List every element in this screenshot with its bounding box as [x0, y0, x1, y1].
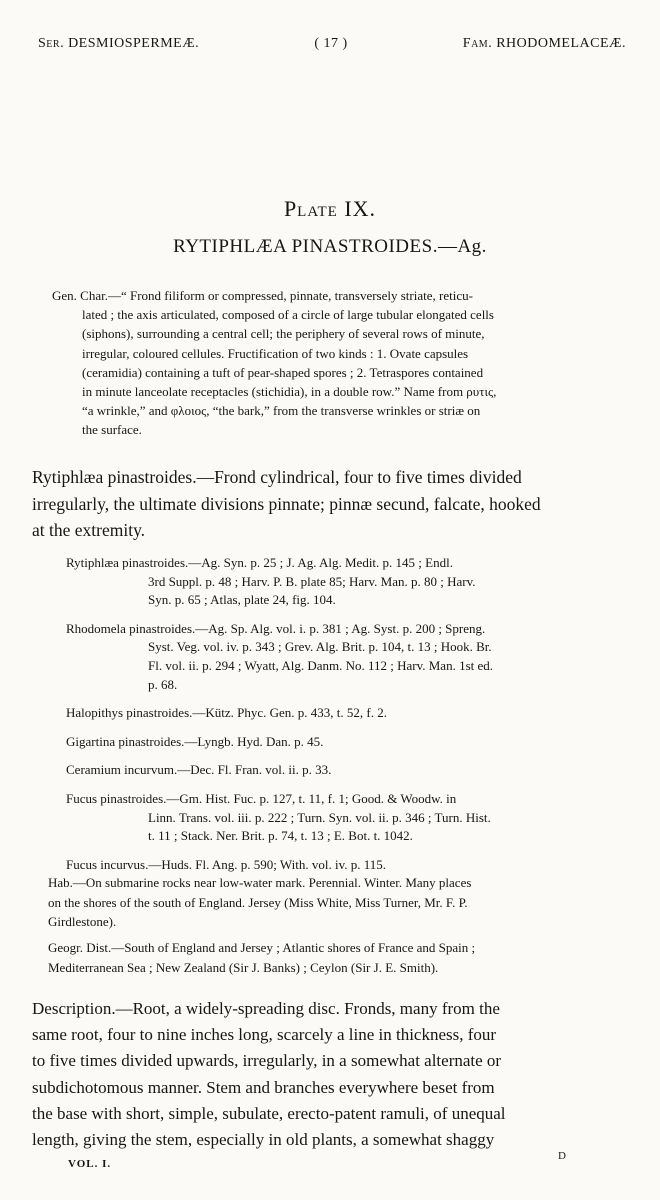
generic-character: [52, 286, 620, 440]
species-title: RYTIPHLÆA PINASTROIDES.—Ag.: [173, 236, 487, 257]
synonym-entry: [66, 620, 638, 694]
gen-char-line: in minute lanceolate receptacles (stichidia), in a double row.” Name from ρυτις,: [82, 384, 497, 400]
description-line: length, giving the stem, especially in old plants, a somewhat shaggy: [32, 1130, 495, 1150]
species-desc-line: Rytiphlæa pinastroides.—Frond cylindrical, four to five times divided: [32, 467, 522, 487]
gen-char-line: irregular, coloured cellules. Fructification of two kinds : 1. Ovate capsules: [82, 345, 469, 361]
gen-char-line: (siphons), surrounding a central cell; the periphery of several rows of minute,: [82, 326, 485, 342]
description-line: to five times divided upwards, irregularly, in a somewhat alternate or: [32, 1051, 502, 1071]
signature-mark: D: [558, 1150, 566, 1162]
species-desc-line: at the extremity.: [32, 520, 146, 540]
synonym-entry: [66, 856, 638, 875]
synonym-entry: [66, 761, 638, 780]
description-line: the base with short, simple, subulate, erecto-patent ramuli, of unequal: [32, 1103, 506, 1123]
gen-char-line: the surface.: [82, 422, 142, 438]
description-line: same root, four to nine inches long, scarcely a line in thickness, four: [32, 1025, 497, 1045]
synonymy: [66, 554, 638, 884]
synonym-line: t. 11 ; Stack. Ner. Brit. p. 74, t. 13 ; E. Bot. t. 1042.: [148, 828, 413, 844]
gen-char-line: Gen. Char.—“ Frond filiform or compressed, pinnate, transversely striate, reticu-: [52, 288, 473, 303]
description: [32, 996, 632, 1153]
synonym-line: Rhodomela pinastroides.—Ag. Sp. Alg. vol. i. p. 381 ; Ag. Syst. p. 200 ; Spreng.: [66, 620, 486, 636]
habitat-line: on the shores of the south of England. Jersey (Miss White, Miss Turner, Mr. F. P.: [48, 894, 468, 910]
geogr-line: Geogr. Dist.—South of England and Jersey ; Atlantic shores of France and Spain ;: [48, 940, 476, 955]
description-line: subdichotomous manner. Stem and branches everywhere beset from: [32, 1077, 495, 1097]
geogr-line: Mediterranean Sea ; New Zealand (Sir J. Banks) ; Ceylon (Sir J. E. Smith).: [48, 959, 439, 975]
synonym-line: Fl. vol. ii. p. 294 ; Wyatt, Alg. Danm. No. 112 ; Harv. Man. 1st ed.: [148, 657, 494, 673]
synonym-line: p. 68.: [148, 676, 178, 692]
header-family: Fam. RHODOMELACEÆ.: [462, 36, 626, 51]
species-desc-line: irregularly, the ultimate divisions pinnate; pinnæ secund, falcate, hooked: [32, 493, 541, 514]
synonym-line: Halopithys pinastroides.—Kütz. Phyc. Gen. p. 433, t. 52, f. 2.: [66, 705, 387, 721]
synonym-line: Gigartina pinastroides.—Lyngb. Hyd. Dan. p. 45.: [66, 733, 324, 749]
synonym-line: Ceramium incurvum.—Dec. Fl. Fran. vol. ii. p. 33.: [66, 762, 332, 778]
description-line: Description.—Root, a widely-spreading disc. Fronds, many from the: [32, 999, 500, 1018]
synonym-line: Rytiphlæa pinastroides.—Ag. Syn. p. 25 ; J. Ag. Alg. Medit. p. 145 ; Endl.: [66, 555, 453, 570]
synonym-entry: [66, 554, 638, 610]
geographical-distribution: [48, 938, 638, 977]
plate-title: Plate IX.: [283, 196, 377, 221]
habitat-line: Girdlestone).: [48, 914, 117, 929]
synonym-line: Syst. Veg. vol. iv. p. 343 ; Grev. Alg. Brit. p. 104, t. 13 ; Hook. Br.: [148, 639, 492, 655]
synonym-entry: [66, 704, 638, 723]
page-number: ( 17 ): [314, 36, 348, 51]
synonym-entry: [66, 733, 638, 752]
gen-char-line: (ceramidia) containing a tuft of pear-shaped spores ; 2. Tetraspores contained: [82, 364, 484, 380]
synonym-entry: [66, 790, 638, 846]
gen-char-line: “a wrinkle,” and φλοιος, “the bark,” from the transverse wrinkles or striæ on: [82, 403, 481, 419]
volume-mark: VOL. I.: [68, 1158, 112, 1170]
synonym-line: 3rd Suppl. p. 48 ; Harv. P. B. plate 85; Harv. Man. p. 80 ; Harv.: [148, 573, 476, 589]
synonym-line: Syn. p. 65 ; Atlas, plate 24, fig. 104.: [148, 592, 336, 608]
gen-char-line: lated ; the axis articulated, composed of a circle of large tubular elongated cells: [82, 307, 494, 323]
header-series: Ser. DESMIOSPERMEÆ.: [38, 36, 200, 51]
synonym-line: Fucus pinastroides.—Gm. Hist. Fuc. p. 127, t. 11, f. 1; Good. & Woodw. in: [66, 790, 457, 806]
synonym-line: Fucus incurvus.—Huds. Fl. Ang. p. 590; With. vol. iv. p. 115.: [66, 856, 387, 872]
habitat: [48, 873, 638, 932]
running-header: [38, 36, 626, 52]
synonym-line: Linn. Trans. vol. iii. p. 222 ; Turn. Syn. vol. ii. p. 346 ; Turn. Hist.: [148, 809, 491, 825]
habitat-line: Hab.—On submarine rocks near low-water mark. Perennial. Winter. Many places: [48, 875, 472, 890]
specific-character: [32, 464, 632, 544]
